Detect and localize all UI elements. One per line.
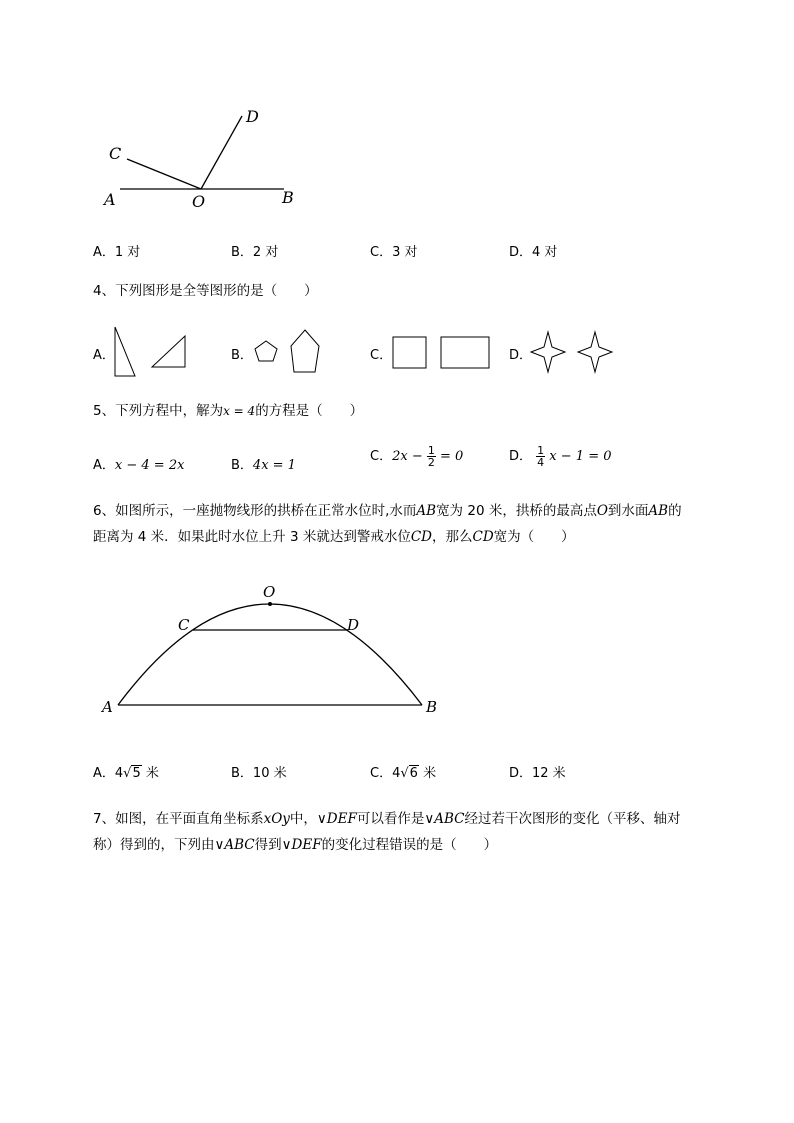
q4-option-a-triangles [110, 324, 190, 379]
q4-option-c-label: C． [370, 348, 393, 363]
q6-stem-line2: 距离为 4 米．如果此时水位上升 3 米就达到警戒水位CD，那么CD宽为（ ） [93, 529, 575, 545]
q6-stem-line1: 6、如图所示，一座抛物线形的拱桥在正常水位时,水而AB宽为 20 米，拱桥的最高点O到水面AB的 [93, 503, 682, 519]
parabola-arch [118, 604, 422, 705]
q5-option-a: A．x − 4 = 2x [93, 458, 185, 473]
label-a: A [104, 190, 116, 209]
q4-stem: 4、下列图形是全等图形的是（ ） [93, 283, 318, 299]
q4-option-c-rectangles [390, 334, 495, 372]
q4-option-d-label: D． [509, 348, 533, 363]
q5-option-c: C．2x − $\frac{1}{2}$ = 0 [370, 444, 464, 469]
q5-stem: 5、下列方程中，解为x = 4的方程是（ ） [93, 403, 364, 419]
label-b: B [282, 188, 294, 207]
label-c: C [109, 144, 122, 163]
ray-oc [127, 159, 201, 189]
q6-option-d: D．12 米 [509, 766, 566, 781]
parabola-bridge-figure [100, 585, 440, 715]
q3-option-d: D．4 对 [509, 245, 558, 260]
label-d: D [246, 107, 259, 126]
label-c-q6: C [178, 616, 190, 634]
label-o: O [192, 192, 206, 211]
label-o-q6: O [263, 583, 276, 601]
q6-option-b: B．10 米 [231, 766, 287, 781]
q6-option-a: A．4√5 米 [93, 766, 159, 781]
q4-option-b-label: B． [231, 348, 253, 363]
label-b-q6: B [426, 698, 438, 716]
q3-option-a: A．1 对 [93, 245, 141, 260]
q3-option-c: C．3 对 [370, 245, 418, 260]
q5-option-b: B．4x = 1 [231, 458, 296, 473]
label-a-q6: A [102, 698, 113, 716]
q4-option-b-pentagons [250, 326, 325, 376]
q6-option-c: C．4√6 米 [370, 766, 437, 781]
q7-stem-line1: 7、如图，在平面直角坐标系xOy中，∨DEF可以看作是∨ABC经过若干次图形的变化（平移、轴对 [93, 811, 681, 827]
q5-option-d: D． $\frac{1}{4}$ x − 1 = 0 [509, 444, 612, 469]
q4-option-a-label: A． [93, 348, 115, 363]
vertex-point-o [268, 602, 272, 606]
q3-option-b: B．2 对 [231, 245, 279, 260]
ray-od [201, 116, 242, 189]
q7-stem-line2: 称）得到的，下列由∨ABC得到∨DEF的变化过程错误的是（ ） [93, 837, 498, 853]
q4-option-d-stars [528, 330, 618, 374]
label-d-q6: D [347, 616, 360, 634]
